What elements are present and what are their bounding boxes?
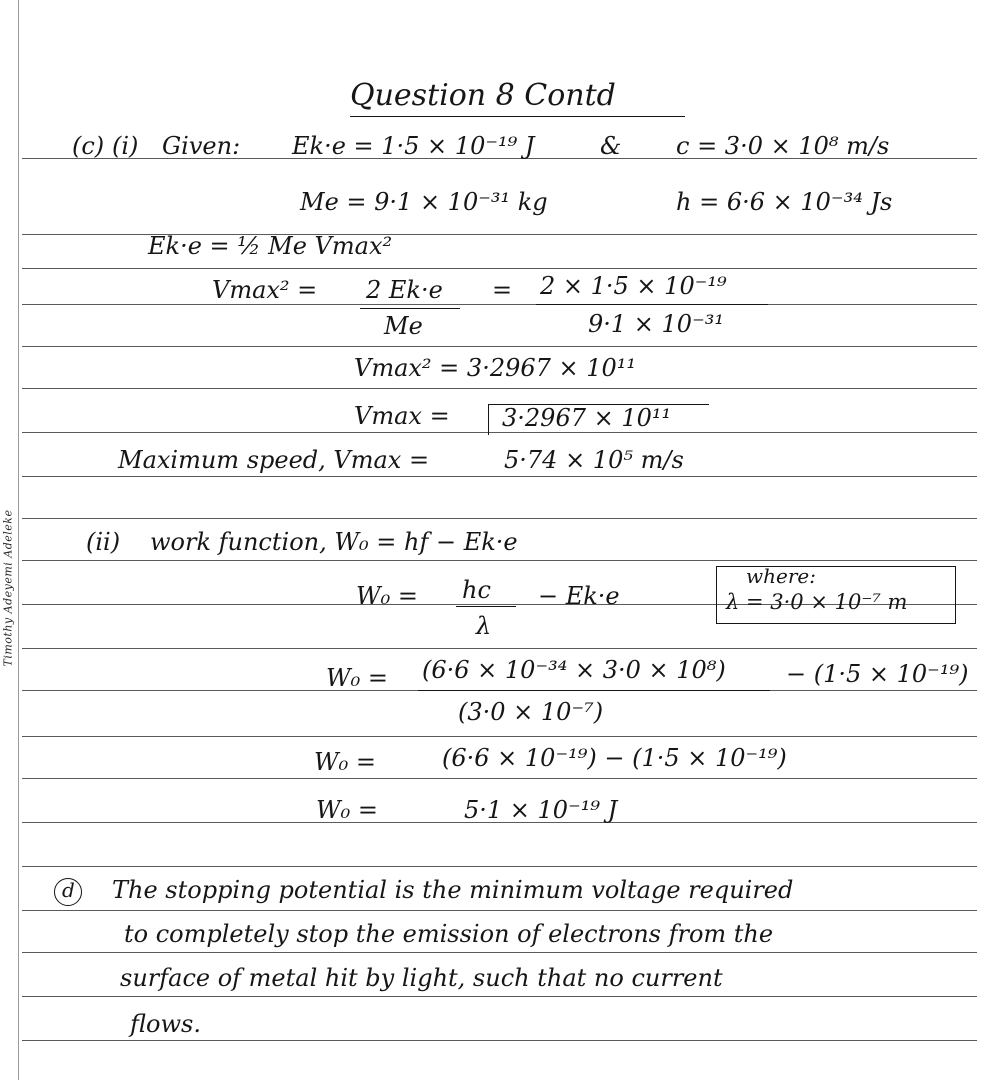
frac-num: 2 Ek·e xyxy=(366,276,443,304)
given-c: c = 3·0 × 10⁸ m/s xyxy=(676,132,890,160)
ruled-line xyxy=(22,952,977,953)
ruled-line xyxy=(22,778,977,779)
lambda-denominator: λ xyxy=(476,612,492,640)
fraction-bar xyxy=(536,304,768,305)
w0-num-2: (6·6 × 10⁻³⁴ × 3·0 × 10⁸) xyxy=(422,656,726,684)
lambda-value: λ = 3·0 × 10⁻⁷ m xyxy=(726,590,908,614)
ruled-line xyxy=(22,1040,977,1041)
w0-rhs-3: (6·6 × 10⁻¹⁹) − (1·5 × 10⁻¹⁹) xyxy=(442,744,787,772)
page-title: Question 8 Contd xyxy=(350,78,616,113)
w0-rest-2: − (1·5 × 10⁻¹⁹) xyxy=(786,660,969,688)
ruled-line xyxy=(22,996,977,997)
frac-num-2: 2 × 1·5 × 10⁻¹⁹ xyxy=(540,272,727,300)
part-ii-label: (ii) xyxy=(86,528,121,556)
definition-line-3: surface of metal hit by light, such that no current xyxy=(120,964,723,992)
work-function-line: work function, W₀ = hf − Ek·e xyxy=(150,528,518,556)
fraction-bar xyxy=(360,308,460,309)
ruled-line xyxy=(22,736,977,737)
given-label: Given: xyxy=(162,132,241,160)
ruled-line xyxy=(22,268,977,269)
title-underline xyxy=(350,116,685,117)
given-h: h = 6·6 × 10⁻³⁴ Js xyxy=(676,188,893,216)
equation-vmax-lhs: Vmax = xyxy=(354,402,450,430)
ruled-line xyxy=(22,388,977,389)
where-label: where: xyxy=(746,564,816,588)
w0-minus-eke: − Ek·e xyxy=(538,582,620,610)
ruled-line xyxy=(22,476,977,477)
fraction-bar xyxy=(456,606,516,607)
definition-line-4: flows. xyxy=(130,1010,201,1038)
ruled-line xyxy=(22,346,977,347)
ampersand: & xyxy=(600,132,622,160)
margin-note: Timothy Adeyemi Adeleke xyxy=(1,509,15,667)
ruled-line xyxy=(22,648,977,649)
equals: = xyxy=(492,276,513,304)
equation-vmax-rhs: 3·2967 × 10¹¹ xyxy=(502,404,672,432)
given-me: Me = 9·1 × 10⁻³¹ kg xyxy=(300,188,548,216)
definition-line-1: The stopping potential is the minimum voltage required xyxy=(112,876,794,904)
given-eke: Ek·e = 1·5 × 10⁻¹⁹ J xyxy=(292,132,535,160)
part-c-sub-i: (i) xyxy=(112,132,139,160)
equation-vmax2-lhs: Vmax² = xyxy=(212,276,318,304)
part-d-label: d xyxy=(62,878,75,902)
w0-lhs-4: W₀ = xyxy=(316,796,379,824)
fraction-bar xyxy=(418,690,770,691)
w0-den-2: (3·0 × 10⁻⁷) xyxy=(458,698,604,726)
part-c-label: (c) xyxy=(72,132,105,160)
equation-ke: Ek·e = ½ Me Vmax² xyxy=(148,232,393,260)
frac-den-2: 9·1 × 10⁻³¹ xyxy=(588,310,724,338)
w0-answer: 5·1 × 10⁻¹⁹ J xyxy=(464,796,618,824)
hc-numerator: hc xyxy=(462,576,491,604)
w0-lhs-1: W₀ = xyxy=(356,582,419,610)
ruled-line xyxy=(22,910,977,911)
equation-max-speed-lhs: Maximum speed, Vmax = xyxy=(118,446,430,474)
frac-den: Me xyxy=(384,312,423,340)
ruled-line xyxy=(22,518,977,519)
equation-vmax2-value: Vmax² = 3·2967 × 10¹¹ xyxy=(354,354,637,382)
w0-lhs-2: W₀ = xyxy=(326,664,389,692)
ruled-line xyxy=(22,560,977,561)
margin-line xyxy=(18,0,19,1080)
equation-max-speed-rhs: 5·74 × 10⁵ m/s xyxy=(504,446,684,474)
w0-lhs-3: W₀ = xyxy=(314,748,377,776)
ruled-line xyxy=(22,866,977,867)
ruled-line xyxy=(22,304,977,305)
definition-line-2: to completely stop the emission of electrons from the xyxy=(124,920,774,948)
